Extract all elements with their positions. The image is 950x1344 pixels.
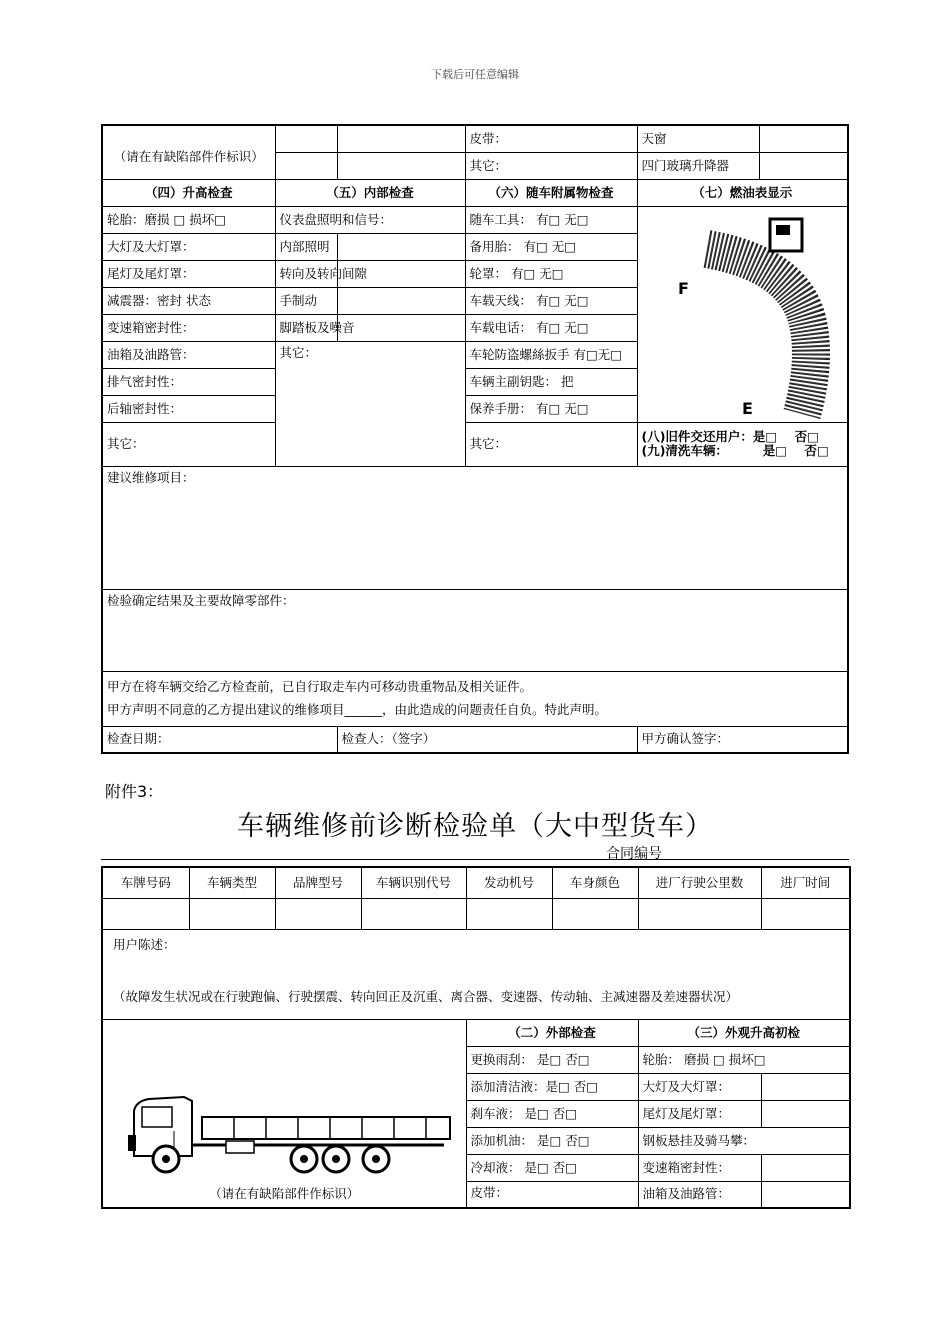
lift-item: 油箱及油路管： [102,341,275,368]
exterior-item[interactable]: 添加清洁液：是□ 否□ [466,1073,638,1100]
column-header: 进厂时间 [761,867,850,898]
lift-item: 大灯及大灯罩： [102,233,275,260]
blank-cell[interactable] [275,152,337,179]
truck-defect-note: （请在有缺陷部件作标识） [209,1186,360,1202]
exterior-item[interactable]: 添加机油： 是□ 否□ [466,1127,638,1154]
body-color-field[interactable] [552,898,638,929]
appearance-item[interactable]: 轮胎： 磨损 □ 损坏□ [638,1046,850,1073]
accessory-item[interactable]: 随车工具： 有□ 无□ [465,206,637,233]
accessory-item[interactable]: 轮罩： 有□ 无□ [465,260,637,287]
window-lift-label: 四门玻璃升降器 [637,152,759,179]
column-header: 进厂行驶公里数 [638,867,761,898]
interior-item: 脚踏板及噪音 [275,314,337,341]
lift-item: 变速箱密封性： [102,314,275,341]
truck-bed [202,1117,450,1139]
old-parts-option[interactable]: (八)旧件交还用户：是□ 否□ [641,429,819,445]
fuel-gauge-cell[interactable] [637,206,848,422]
fuel-full-mark: F [677,279,689,298]
lift-item: 减震器：密封 状态 [102,287,275,314]
interior-value[interactable] [337,233,465,260]
statement-2: 甲方声明不同意的乙方提出建议的维修项目______，由此造成的问题责任自负。特此声明。 [107,702,608,717]
lift-item: 排气密封性： [102,368,275,395]
accessory-other[interactable]: 其它： [465,422,637,466]
statement-cell [102,671,848,726]
appearance-value[interactable] [761,1100,850,1127]
sunroof-label: 天窗 [637,125,759,152]
header-note: 下载后可任意编辑 [431,68,519,81]
truck-inspection-form [101,866,851,1209]
column-header: 发动机号 [466,867,552,898]
column-header: 品牌型号 [275,867,361,898]
lift-item: 尾灯及尾灯罩： [102,260,275,287]
window-lift-value[interactable] [759,152,848,179]
interior-item: 转向及转向间隙 [275,260,337,287]
truck-diagram-cell[interactable] [102,1019,466,1208]
inspection-date[interactable]: 检查日期： [102,726,337,753]
appearance-item: 大灯及大灯罩： [638,1073,761,1100]
old-parts-wash-cell[interactable] [637,422,848,466]
appearance-value[interactable] [761,1181,850,1208]
section-lift-heading: （四）升高检查 [102,179,275,206]
interior-other[interactable]: 其它： [275,341,465,466]
defect-note-cell [102,125,275,179]
wash-option[interactable]: (九)清洗车辆： 是□ 否□ [641,443,829,458]
interior-item: 仪表盘照明和信号： [275,206,465,233]
appearance-value[interactable] [761,1154,850,1181]
inspection-result[interactable]: 检验确定结果及主要故障零部件： [102,589,848,671]
suggested-repairs[interactable]: 建议维修项目： [102,466,848,589]
section-exterior-heading: （二）外部检查 [466,1019,638,1046]
user-statement-cell[interactable] [102,929,850,1019]
fuel-empty-mark: E [741,399,753,418]
appearance-value[interactable] [761,1073,850,1100]
section-fuel-heading: （七）燃油表显示 [637,179,848,206]
defect-note: （请在有缺陷部件作标识） [113,149,264,165]
inspection-form-continued [101,124,849,754]
exterior-item[interactable]: 皮带： [466,1181,638,1208]
column-header: 车辆识别代号 [361,867,466,898]
interior-item: 内部照明 [275,233,337,260]
appearance-item: 变速箱密封性： [638,1154,761,1181]
exterior-item[interactable]: 冷却液： 是□ 否□ [466,1154,638,1181]
brand-model-field[interactable] [275,898,361,929]
client-signature[interactable]: 甲方确认签字： [637,726,848,753]
section-interior-heading: （五）内部检查 [275,179,465,206]
blank-cell[interactable] [337,152,465,179]
accessory-item[interactable]: 车轮防盗螺絲扳手 有□无□ [465,341,637,368]
vin-field[interactable] [361,898,466,929]
exterior-item[interactable]: 更换雨刮： 是□ 否□ [466,1046,638,1073]
belt-label: 皮带： [465,125,637,152]
accessory-item[interactable]: 车载天线： 有□ 无□ [465,287,637,314]
fault-hint: （故障发生状况或在行驶跑偏、行驶摆震、转向回正及沉重、离合器、变速器、传动轴、主减速器及差速器状况） [113,988,739,1004]
column-header: 车牌号码 [102,867,189,898]
interior-item: 手制动 [275,287,337,314]
annex-label: 附件3： [105,782,164,801]
section-appearance-heading: （三）外观升高初检 [638,1019,850,1046]
appearance-item: 油箱及油路管： [638,1181,761,1208]
other-label: 其它： [465,152,637,179]
accessory-item[interactable]: 保养手册： 有□ 无□ [465,395,637,422]
lift-other[interactable]: 其它： [102,422,275,466]
sunroof-value[interactable] [759,125,848,152]
fuel-gauge-arc [707,249,811,414]
appearance-item: 尾灯及尾灯罩： [638,1100,761,1127]
interior-value[interactable] [337,314,465,341]
inspector-signature[interactable]: 检查人：（签字） [337,726,637,753]
interior-value[interactable] [337,287,465,314]
plate-number-field[interactable] [102,898,189,929]
contract-number-label: 合同编号 [606,846,662,862]
appearance-item[interactable]: 钢板悬挂及骑马攀： [638,1127,850,1154]
vehicle-type-field[interactable] [189,898,275,929]
accessory-item[interactable]: 车辆主副钥匙： 把 [465,368,637,395]
accessory-item[interactable]: 车载电话： 有□ 无□ [465,314,637,341]
exterior-item[interactable]: 刹车液： 是□ 否□ [466,1100,638,1127]
title-underline [101,859,849,860]
section-accessories-heading: （六）随车附属物检查 [465,179,637,206]
blank-cell[interactable] [275,125,337,152]
fuel-gauge-diagram [642,209,847,419]
lift-item: 后轴密封性： [102,395,275,422]
column-header: 车身颜色 [552,867,638,898]
blank-cell[interactable] [337,125,465,152]
user-statement-label: 用户陈述： [113,936,176,952]
engine-number-field[interactable] [466,898,552,929]
column-header: 车辆类型 [189,867,275,898]
mileage-field[interactable] [638,898,761,929]
form-title: 车辆维修前诊断检验单（大中型货车） [237,811,713,842]
statement-1: 甲方在将车辆交给乙方检查前，已自行取走车内可移动贵重物品及相关证件。 [107,679,533,695]
accessory-item[interactable]: 备用胎： 有□ 无□ [465,233,637,260]
entry-time-field[interactable] [761,898,850,929]
truck-diagram [114,1071,454,1181]
lift-item[interactable]: 轮胎：磨损 □ 损坏□ [102,206,275,233]
